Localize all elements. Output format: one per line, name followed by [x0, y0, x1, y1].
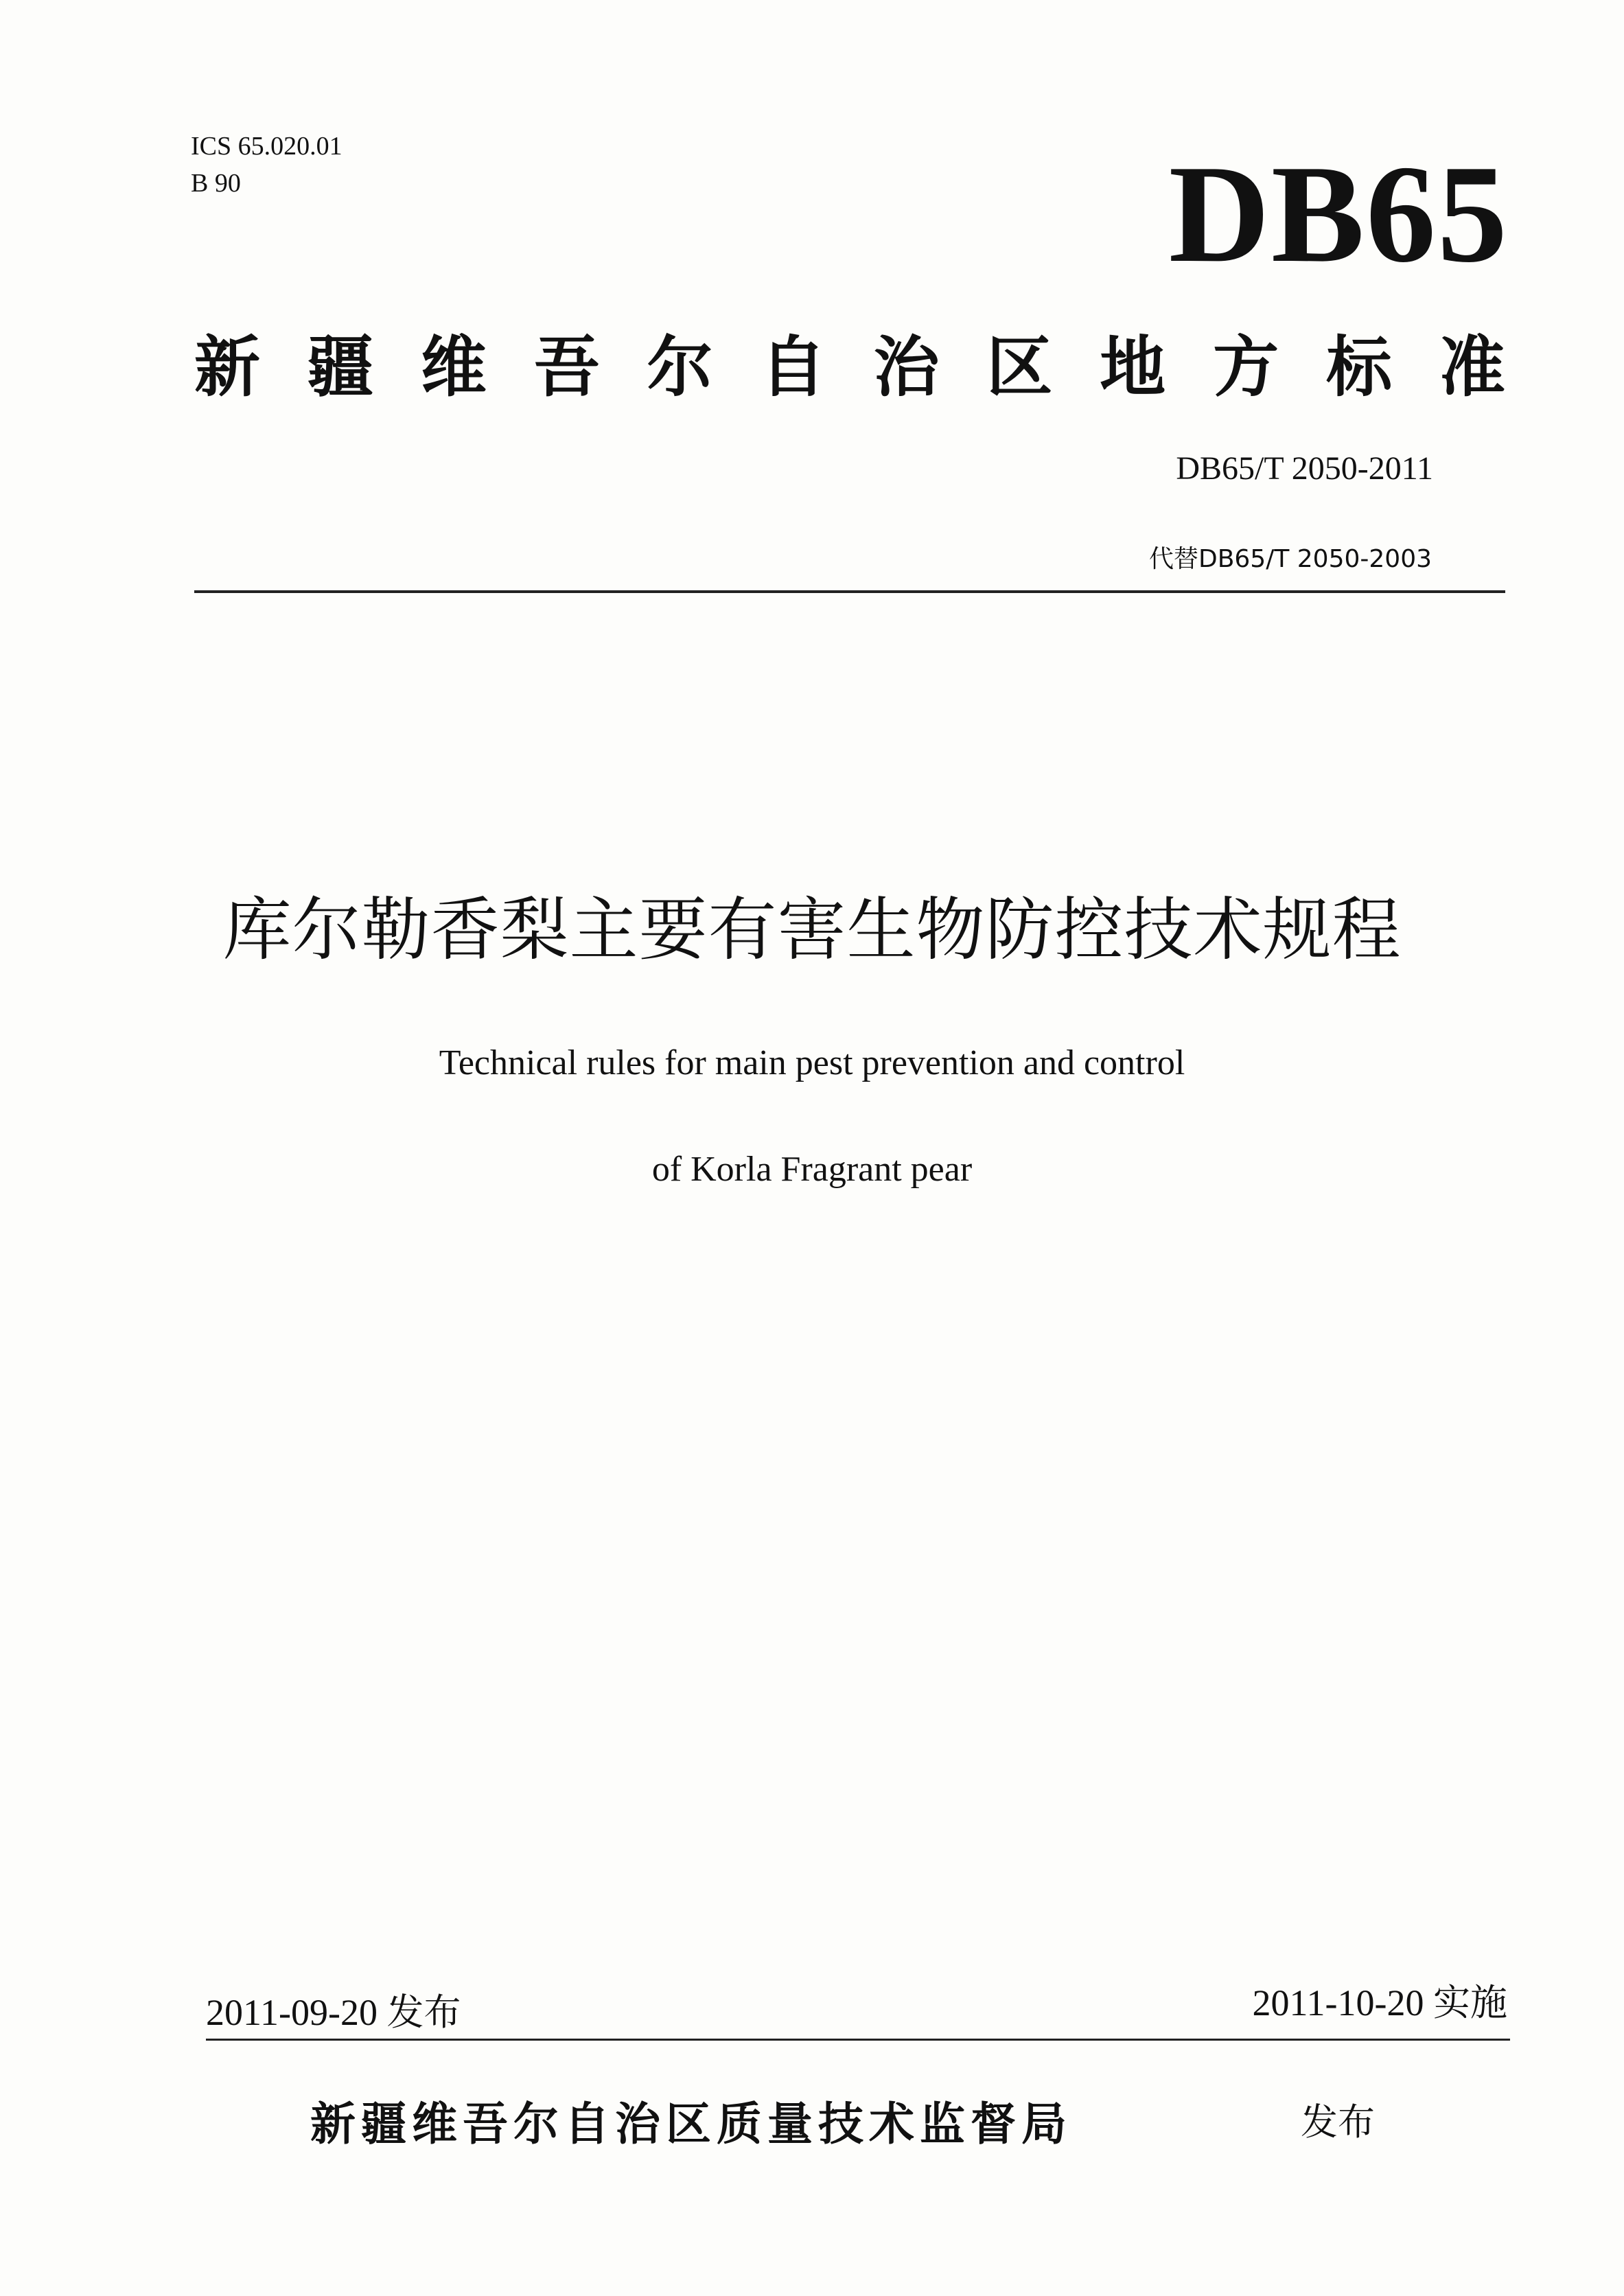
standard-type-char: 准	[1439, 329, 1505, 406]
issue-date: 2011-09-20 发布	[206, 1992, 461, 2033]
standard-type-char: 尔	[647, 329, 713, 406]
standard-type-char: 标	[1326, 329, 1393, 406]
header-divider	[194, 590, 1505, 593]
footer-divider	[206, 2039, 1510, 2041]
replaces-standard: 代替DB65/T 2050-2003	[1148, 545, 1432, 573]
classification-block	[191, 128, 343, 202]
standard-type-title	[194, 328, 1505, 407]
standard-type-char: 吾	[533, 329, 600, 406]
publisher-name: 新疆维吾尔自治区质量技术监督局	[310, 2098, 1072, 2150]
publisher-suffix: 发布	[1301, 2100, 1375, 2144]
standard-type-char: 疆	[307, 329, 373, 406]
implementation-date: 2011-10-20 实施	[1252, 1982, 1507, 2024]
document-title-chinese: 库尔勒香梨主要有害生物防控技术规程	[222, 890, 1402, 970]
standard-type-char: 区	[986, 329, 1053, 406]
ics-code: ICS 65.020.01	[191, 132, 343, 161]
standard-type-char: 维	[420, 329, 487, 406]
standard-type-char: 方	[1213, 329, 1279, 406]
standard-type-char: 地	[1100, 329, 1166, 406]
document-title-english-line2: of Korla Fragrant pear	[651, 1150, 973, 1189]
document-title-english-line1: Technical rules for main pest prevention and control	[439, 1043, 1185, 1082]
standard-type-char: 治	[873, 329, 940, 406]
ccs-code: B 90	[191, 169, 241, 198]
standard-type-char: 新	[194, 329, 260, 406]
standard-logo: DB65	[1168, 137, 1509, 292]
standard-type-char: 自	[760, 329, 826, 406]
document-number: DB65/T 2050-2011	[1176, 450, 1433, 487]
